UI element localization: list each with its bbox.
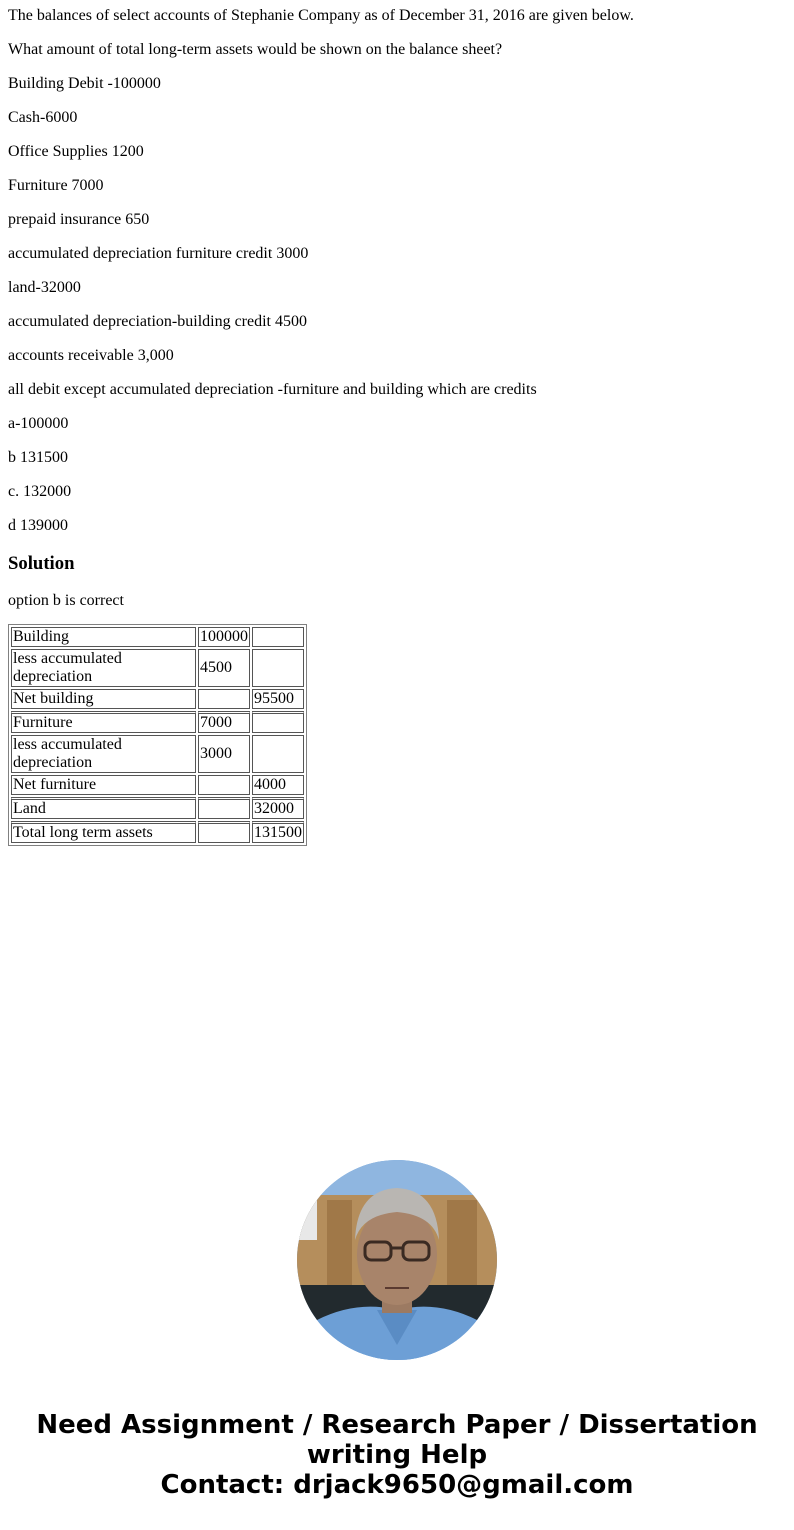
account-line: accounts receivable 3,000 [8, 347, 174, 364]
row-label: Land [11, 797, 196, 819]
solution-heading: Solution [8, 553, 75, 574]
table-row [11, 775, 304, 795]
row-label: Total long term assets [11, 821, 196, 843]
account-line: prepaid insurance 650 [8, 211, 150, 228]
total-group [11, 821, 304, 843]
row-net [252, 649, 304, 687]
author-photo-icon [297, 1160, 497, 1360]
row-net [252, 711, 304, 733]
option-b: b 131500 [8, 449, 68, 466]
furniture-group [11, 711, 304, 795]
avatar [297, 1160, 497, 1360]
row-label: Net furniture [11, 775, 196, 795]
banner-line-2: writing Help [306, 1440, 488, 1470]
row-label: Furniture [11, 711, 196, 733]
table-row [11, 627, 304, 647]
table-row [11, 711, 304, 733]
account-line: Building Debit -100000 [8, 75, 161, 92]
row-amount [198, 797, 250, 819]
account-note: all debit except accumulated depreciation -furniture and building which are credits [8, 381, 537, 398]
row-label: Building [11, 627, 196, 647]
building-group [11, 627, 304, 709]
account-line: accumulated depreciation furniture credit 3000 [8, 245, 309, 262]
document-body [0, 7, 794, 846]
row-net: 131500 [252, 821, 304, 843]
row-amount [198, 775, 250, 795]
solution-answer: option b is correct [8, 592, 124, 609]
option-d: d 139000 [8, 517, 68, 534]
table-row [11, 649, 304, 687]
account-line: land-32000 [8, 279, 81, 296]
row-net: 32000 [252, 797, 304, 819]
contact-banner [0, 1410, 794, 1500]
table-row [11, 821, 304, 843]
row-amount: 3000 [198, 735, 250, 773]
table-row [11, 689, 304, 709]
row-net [252, 735, 304, 773]
question-intro: The balances of select accounts of Stephanie Company as of December 31, 2016 are given below. [8, 7, 634, 24]
account-line: Furniture 7000 [8, 177, 104, 194]
row-amount: 7000 [198, 711, 250, 733]
option-c: c. 132000 [8, 483, 72, 500]
row-amount [198, 689, 250, 709]
question-prompt: What amount of total long-term assets would be shown on the balance sheet? [8, 41, 503, 58]
row-net: 4000 [252, 775, 304, 795]
row-label: less accumulated depreciation [11, 649, 196, 687]
row-label: Net building [11, 689, 196, 709]
row-net: 95500 [252, 689, 304, 709]
account-line: Office Supplies 1200 [8, 143, 144, 160]
account-line: accumulated depreciation-building credit 4500 [8, 313, 307, 330]
banner-contact-line: Contact: drjack9650@gmail.com [160, 1470, 634, 1500]
row-net [252, 627, 304, 647]
banner-line-1: Need Assignment / Research Paper / Dissertation [36, 1410, 758, 1440]
row-amount: 100000 [200, 628, 248, 645]
account-line: Cash-6000 [8, 109, 78, 126]
row-amount: 4500 [198, 649, 250, 687]
land-group [11, 797, 304, 819]
option-a: a-100000 [8, 415, 69, 432]
row-amount [198, 821, 250, 843]
table-row [11, 735, 304, 773]
row-label: less accumulated depreciation [11, 735, 196, 773]
table-row [11, 797, 304, 819]
long-term-assets-table [8, 624, 307, 846]
